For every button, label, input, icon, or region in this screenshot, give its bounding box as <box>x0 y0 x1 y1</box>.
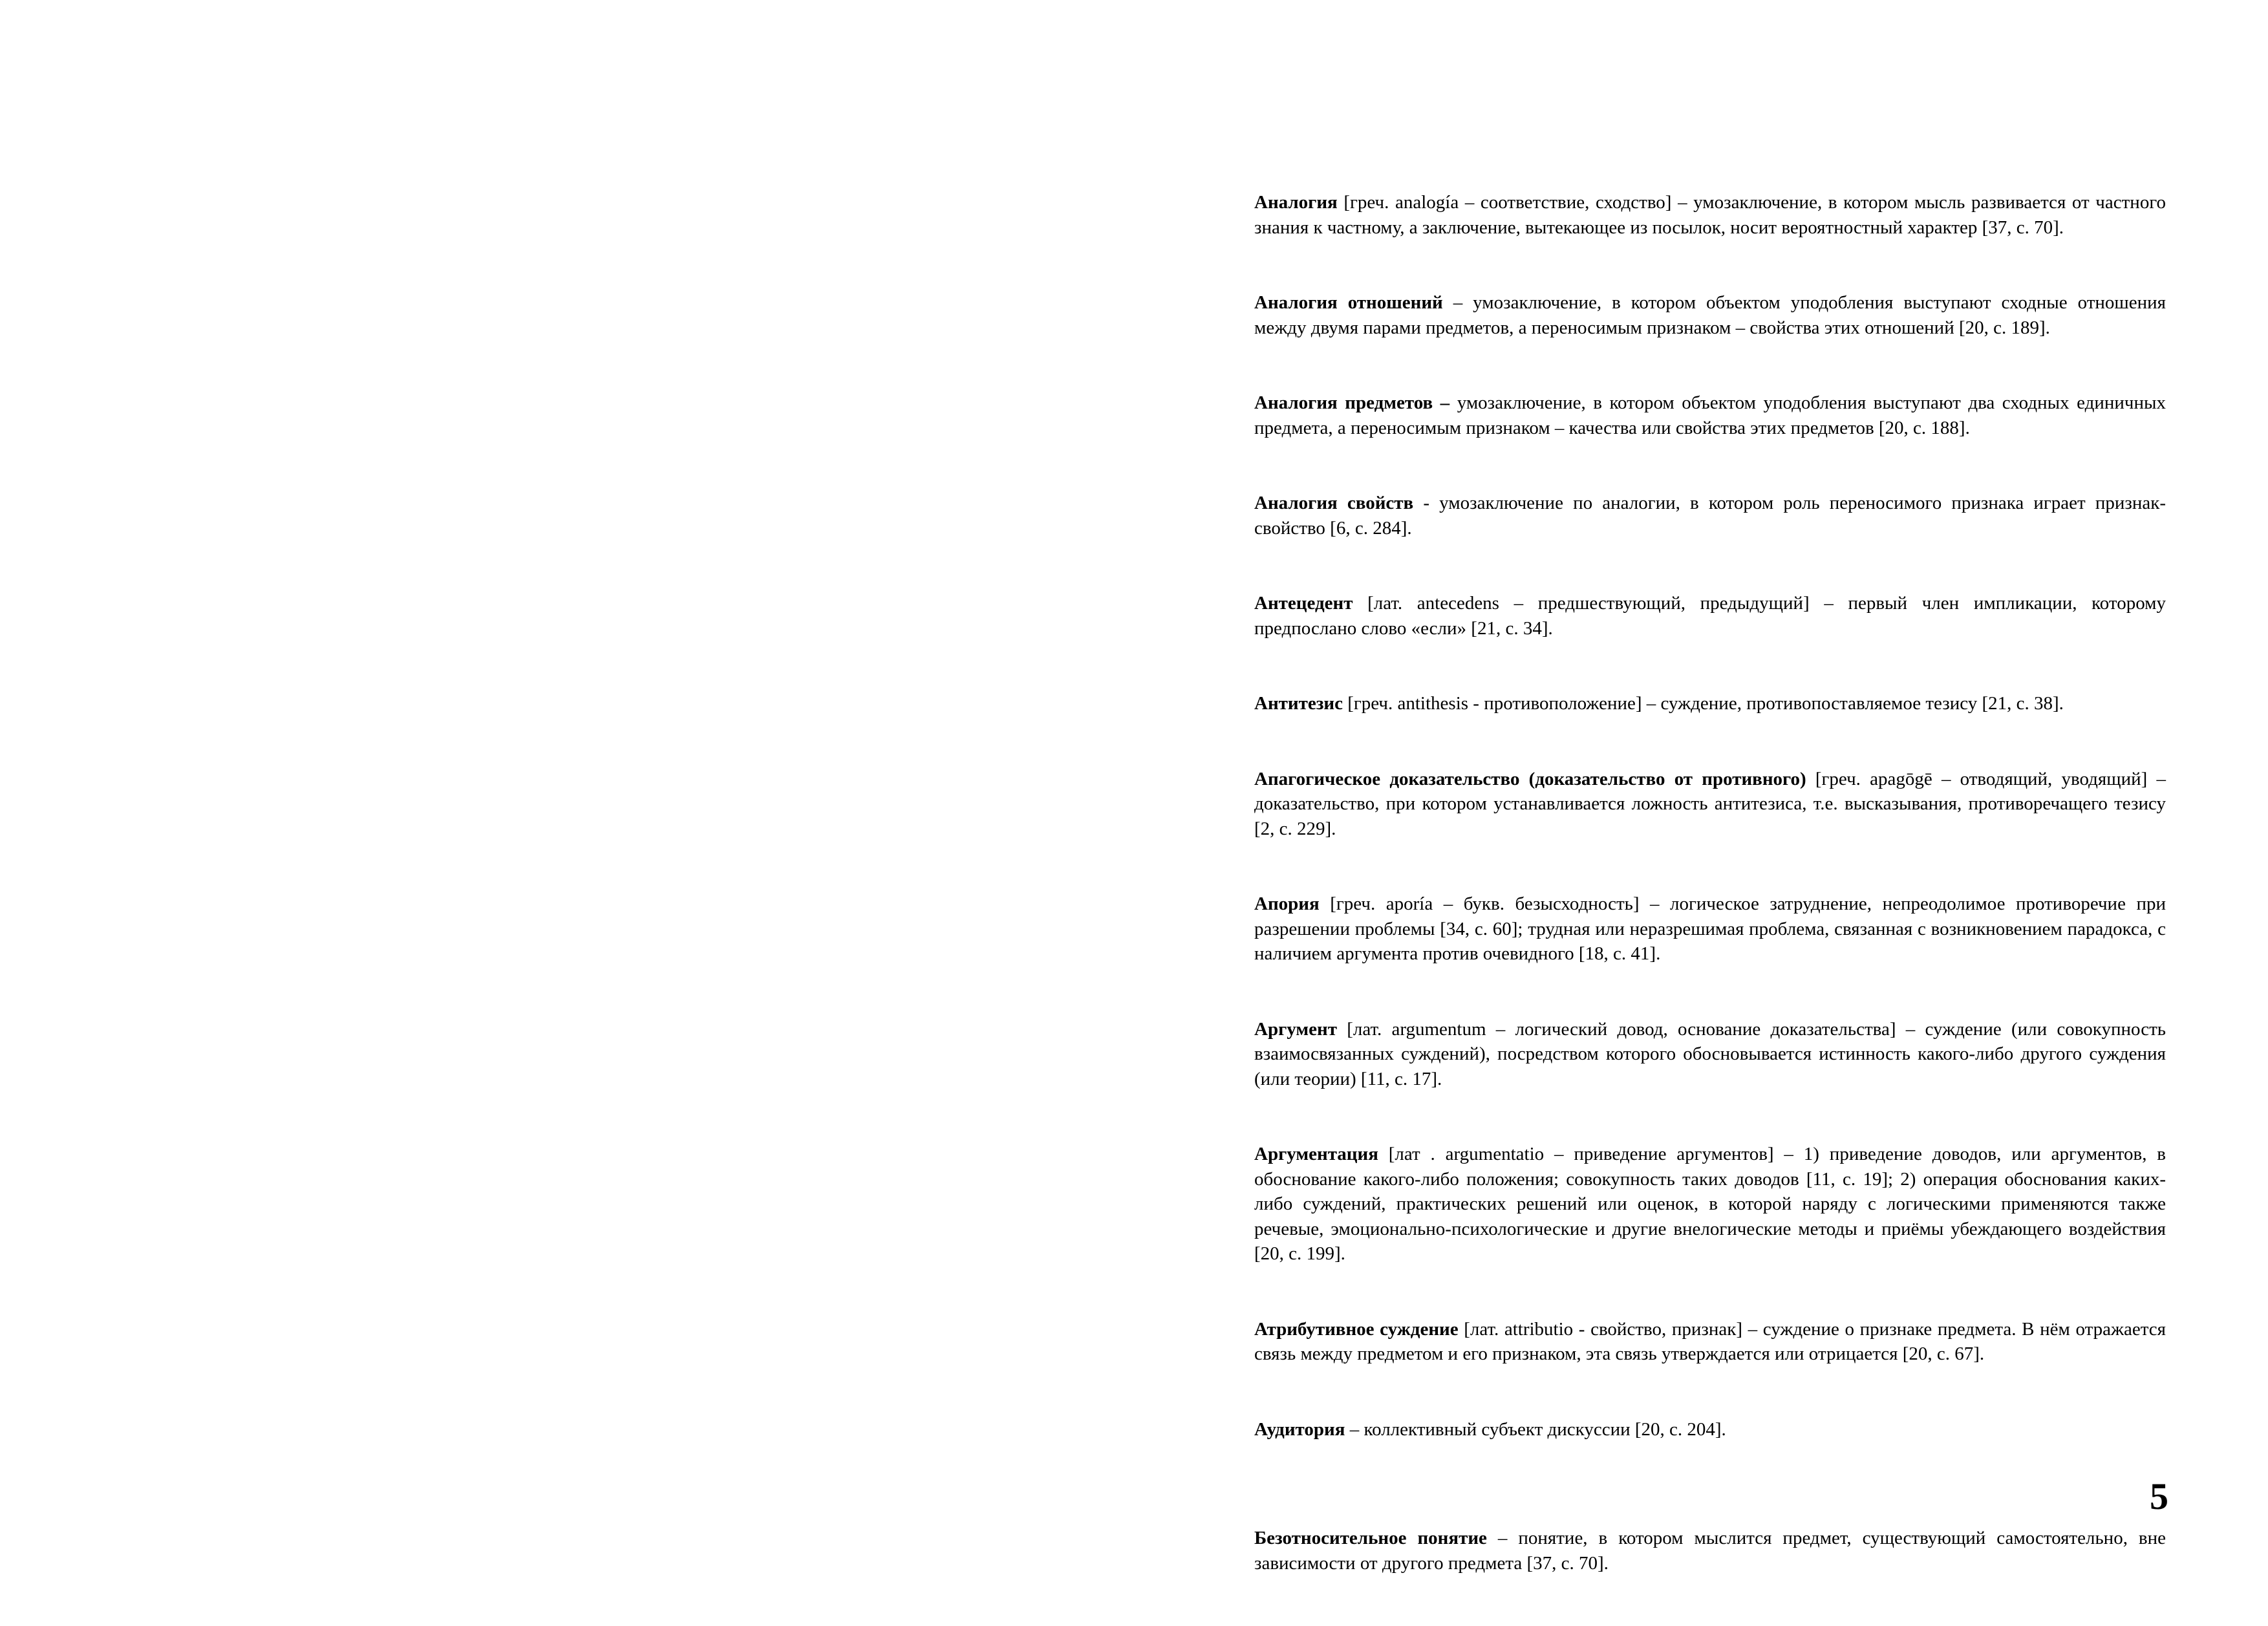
entry-term: Апагогическое доказательство (доказательство от противного) <box>1254 768 1806 789</box>
entry-definition: – умозаключение, в котором объектом уподобления выступают сходные отношения между двумя парами предметов, а переносимым признаком – свойства этих отношений [20, с. 189]. <box>1254 292 2166 338</box>
entry-definition: [лат. argumentum – логический довод, основание доказательства] – суждение (или совокупность взаимосвязанных суждений), посредством которого обосновывается истинность какого-либо другого суждения (или теории) [11, с. 17]. <box>1254 1018 2166 1089</box>
entry-term: Аналогия предметов – <box>1254 392 1450 413</box>
entry-definition: [греч. analogía – соответствие, сходство] – умозаключение, в котором мысль развивается от частного знания к частному, а заключение, вытекающее из посылок, носит вероятностный характер [37, с. 70]. <box>1254 192 2166 238</box>
entry-term: Апория <box>1254 893 1320 914</box>
entry-definition: – коллективный субъект дискуссии [20, с. 204]. <box>1349 1418 1726 1440</box>
entry-term: Аргументация <box>1254 1144 1378 1164</box>
entry-definition: [лат . argumentatio – приведение аргументов] – 1) приведение доводов, или аргументов, в обоснование какого-либо положения; совокупность таких доводов [11, с. 19]; 2) операция обоснования каких-либо суждений, практических решений или оценок, в которой наряду с логическими применяются также речевые, эмоционально-психологические и другие внелогические методы и приёмы убеждающего воздействия [20, с. 199]. <box>1254 1144 2166 1264</box>
entry-term: Аналогия отношений <box>1254 292 1443 313</box>
glossary-entry <box>1254 491 2166 540</box>
glossary-list <box>1254 190 2166 1626</box>
entry-term: Аналогия <box>1254 192 1338 213</box>
page-number: 5 <box>2150 1475 2168 1517</box>
glossary-entry <box>1254 1417 2166 1442</box>
entry-definition: [лат. attributio - свойство, признак] – суждение о признаке предмета. В нём отражается связь между предметом и его признаком, эта связь утверждается или отрицается [20, с. 67]. <box>1254 1318 2166 1364</box>
right-page <box>1134 0 2268 1603</box>
entry-definition: умозаключение, в котором объектом уподобления выступают два сходных единичных предмета, а переносимым признаком – качества или свойства этих предметов [20, с. 188]. <box>1254 392 2166 438</box>
entry-term: Антецедент <box>1254 593 1353 614</box>
glossary-entry <box>1254 1017 2166 1092</box>
entry-definition: – понятие, в котором мыслится предмет, существующий самостоятельно, вне зависимости от другого предмета [37, с. 70]. <box>1254 1528 2166 1574</box>
glossary-entry <box>1254 290 2166 340</box>
entry-term: Безотносительное понятие <box>1254 1528 1487 1548</box>
glossary-entry <box>1254 190 2166 240</box>
entry-definition: - умозаключение по аналогии, в котором роль переносимого признака играет признак-свойство [6, с. 284]. <box>1254 493 2166 539</box>
glossary-entry <box>1254 1142 2166 1267</box>
entry-term: Аналогия свойств <box>1254 493 1414 513</box>
glossary-entry <box>1254 767 2166 842</box>
entry-term: Атрибутивное суждение <box>1254 1318 1459 1340</box>
glossary-entry <box>1254 892 2166 967</box>
glossary-entry <box>1254 1317 2166 1367</box>
entry-definition: [греч. aporía – букв. безысходность] – логическое затруднение, непреодолимое противоречие при разрешении проблемы [34, с. 60]; трудная или неразрешимая проблема, связанная с возникновением парадокса, с наличием аргумента против очевидного [18, с. 41]. <box>1254 893 2166 964</box>
entry-definition: [греч. apagōgē – отводящий, уводящий] – доказательство, при котором устанавливается ложность антитезиса, т.е. высказывания, противоречащего тезису [2, с. 229]. <box>1254 768 2166 839</box>
glossary-entry <box>1254 1526 2166 1576</box>
entry-definition: [греч. antithesis - противоположение] – суждение, противопоставляемое тезису [21, с. 38]. <box>1347 693 2064 714</box>
glossary-entry <box>1254 591 2166 641</box>
left-blank-page <box>0 0 1134 1603</box>
entry-definition: [лат. antecedens – предшествующий, предыдущий] – первый член импликации, которому предпослано слово «если» [21, с. 34]. <box>1254 593 2166 639</box>
entry-term: Аргумент <box>1254 1018 1337 1040</box>
glossary-entry <box>1254 390 2166 440</box>
entry-term: Антитезис <box>1254 693 1343 714</box>
glossary-entry <box>1254 691 2166 716</box>
entry-term: Аудитория <box>1254 1418 1345 1440</box>
